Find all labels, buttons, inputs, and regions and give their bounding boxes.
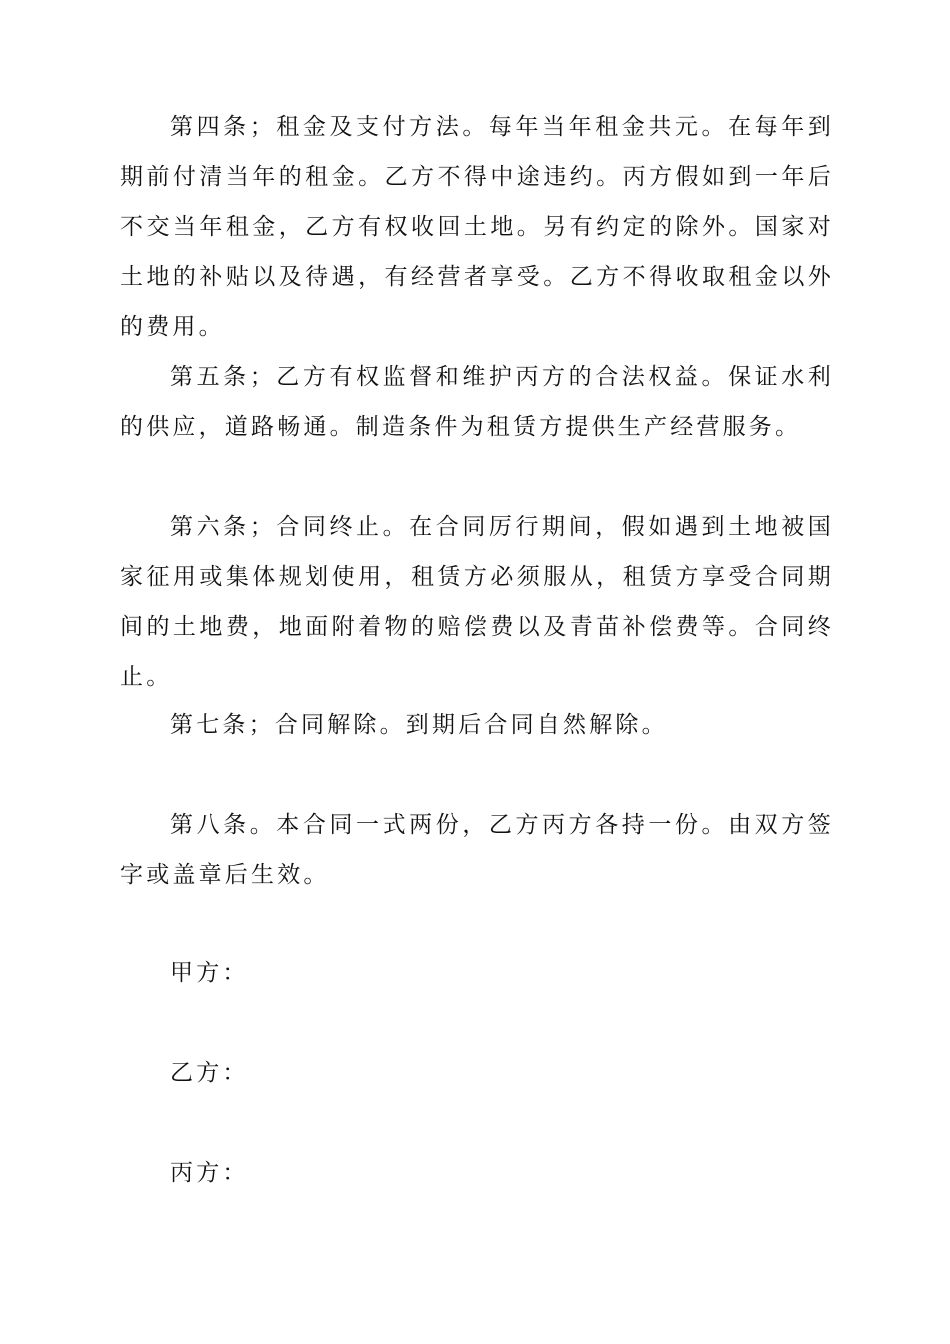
signature-party-b: 乙方： — [170, 1060, 249, 1086]
article-6: 第六条；合同终止。在合同厉行期间，假如遇到土地被国家征用或集体规划使用，租赁方必须服从，租赁方享受合同期间的土地费，地面附着物的赔偿费以及青苗补偿费等。合同终止。 — [120, 514, 834, 690]
article-4: 第四条；租金及支付方法。每年当年租金共元。在每年到期前付清当年的租金。乙方不得中途违约。丙方假如到一年后不交当年租金，乙方有权收回土地。另有约定的除外。国家对土地的补贴以及待遇，有经营者享受。乙方不得收取租金以外的费用。 — [120, 114, 834, 340]
signature-party-c: 丙方： — [170, 1160, 249, 1186]
article-8: 第八条。本合同一式两份，乙方丙方各持一份。由双方签字或盖章后生效。 — [120, 812, 834, 888]
signature-party-a: 甲方： — [170, 960, 249, 986]
article-5: 第五条；乙方有权监督和维护丙方的合法权益。保证水利的供应，道路畅通。制造条件为租赁方提供生产经营服务。 — [120, 364, 834, 440]
article-7: 第七条；合同解除。到期后合同自然解除。 — [170, 712, 668, 738]
